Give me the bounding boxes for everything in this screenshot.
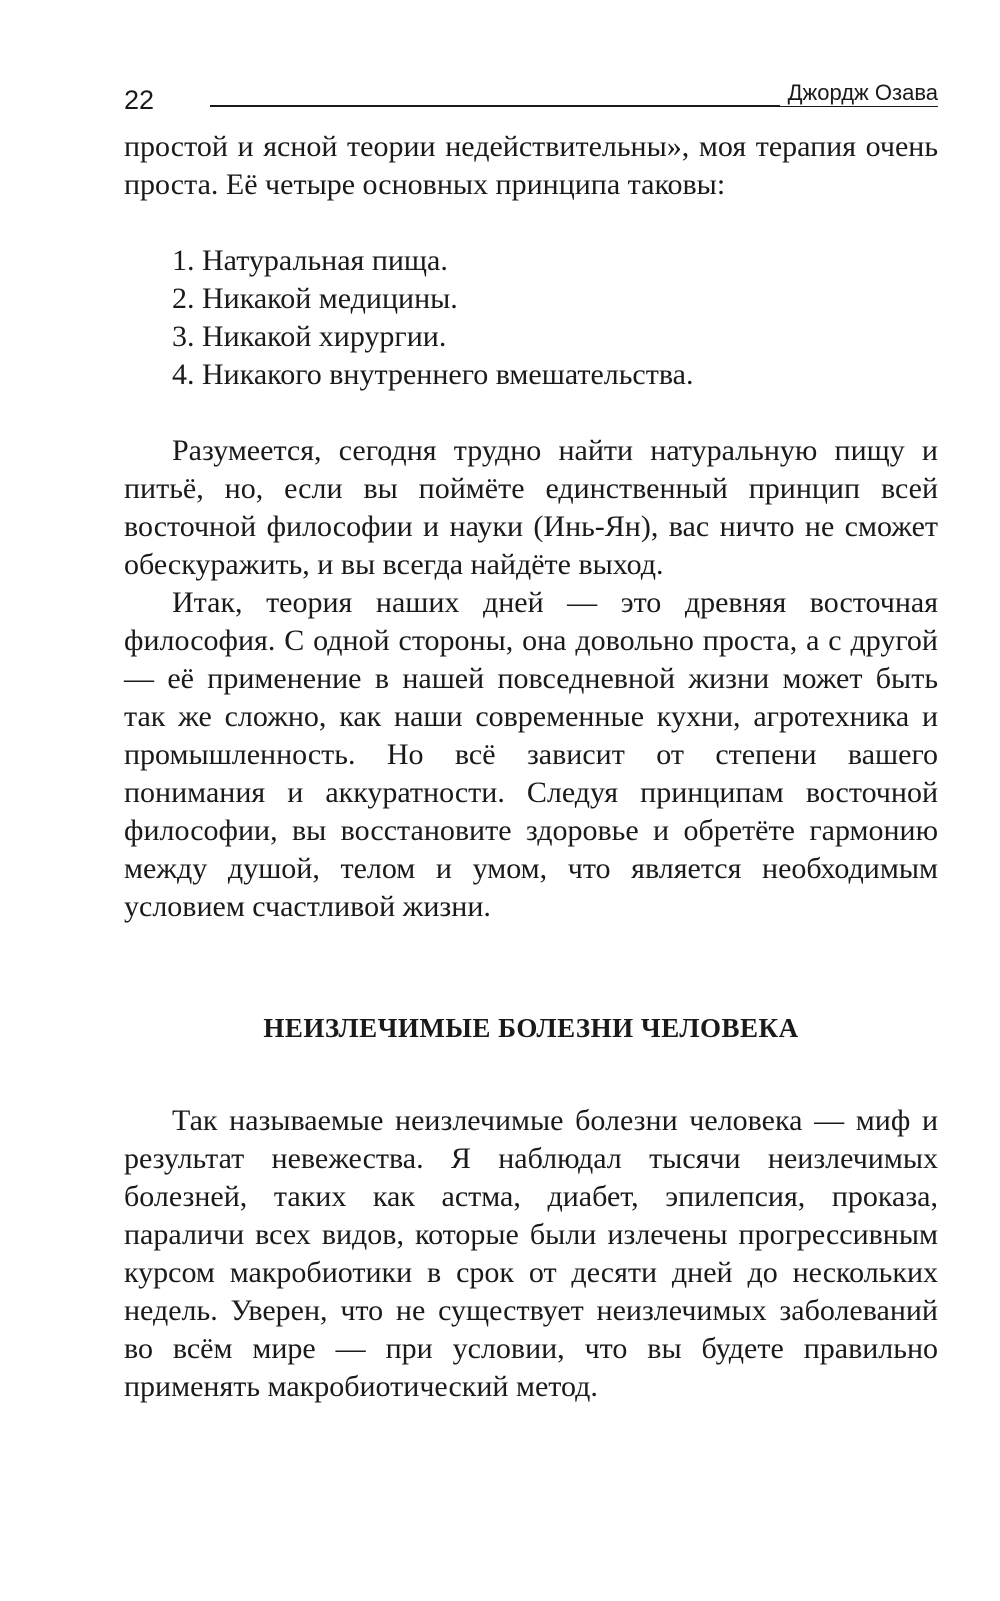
intro-paragraph: простой и ясной теории недействительны», моя терапия очень проста. Её четыре основных принципа таковы: (124, 130, 938, 201)
list-item: 4. Никакого внутреннего вмешательства. (172, 358, 694, 391)
paragraph-incurable-diseases: Так называемые неизлечимые болезни человека — миф и результат невежества. Я наблюдал тысячи неизлечимых болезней, таких как астма, диабет, эпилепсия, проказа, параличи всех видов, которые были излечены прогрессивным курсом макробиотики в срок от десяти дней до нескольких недель. Уверен, что не существует неизлечимых заболеваний во всём мире — при условии, что вы будете правильно применять макробиотический метод. (124, 1104, 938, 1403)
page-number: 22 (124, 85, 155, 115)
running-header (124, 80, 938, 120)
list-item: 2. Никакой медицины. (172, 282, 458, 315)
body-text (124, 128, 938, 1406)
section-title: НЕИЗЛЕЧИМЫЕ БОЛЕЗНИ ЧЕЛОВЕКА (263, 1013, 799, 1043)
list-item: 3. Никакой хирургии. (172, 320, 447, 353)
paragraph-yin-yang: Разумеется, сегодня трудно найти натуральную пищу и питьё, но, если вы поймёте единственный принцип всей восточной философии и науки (Инь-Ян), вас ничто не сможет обескуражить, и вы всегда найдёте выход. (124, 434, 938, 581)
running-header-author: Джордж Озава (780, 80, 938, 106)
principles-list (172, 242, 938, 394)
list-item: 1. Натуральная пища. (172, 244, 448, 277)
paragraph-eastern-philosophy: Итак, теория наших дней — это древняя восточная философия. С одной стороны, она довольно проста, а с другой — её применение в нашей повседневной жизни может быть так же сложно, как наши современные кухни, агротехника и промышленность. Но всё зависит от степени вашего понимания и аккуратности. Следуя принципам восточной философии, вы восстановите здоровье и обретёте гармонию между душой, телом и умом, что является необходимым условием счастливой жизни. (124, 586, 938, 923)
